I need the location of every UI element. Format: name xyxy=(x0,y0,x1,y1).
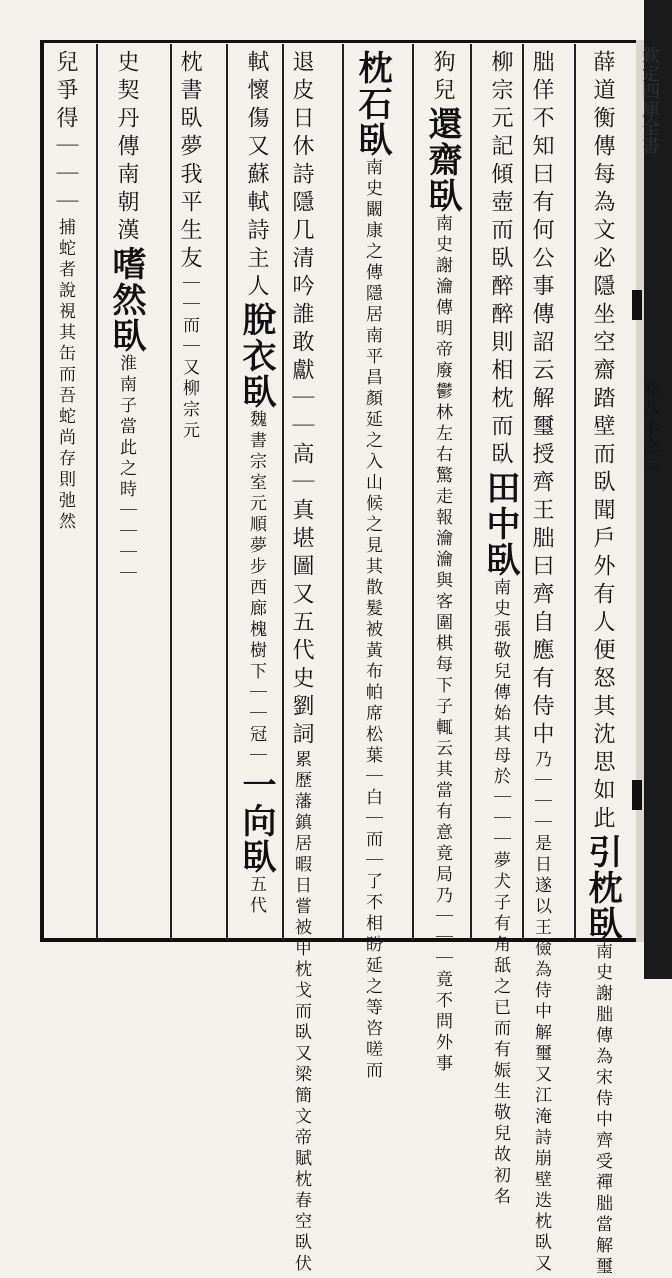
entry-heading: 脫衣臥 xyxy=(236,302,276,410)
body-text: 退皮日休詩隱几清吟誰敢獻｜｜高｜真堪圖又五代史劉詞 xyxy=(289,50,314,750)
margin-book-title: 欽定四庫全書 xyxy=(639,46,660,154)
entry-heading: 引枕臥 xyxy=(582,834,622,942)
annotation-text: 南史謝朏傳為宋侍中齊受禪朏當解璽 xyxy=(592,942,612,1278)
body-text: 薛道衡傳每為文必隱坐空齋踏壁 xyxy=(590,50,615,442)
column-rule xyxy=(96,44,98,939)
text-column-5 xyxy=(348,50,397,1082)
body-text: 史契丹傳南朝漢 xyxy=(114,50,139,246)
entry-heading: 嗜然臥 xyxy=(106,246,146,354)
body-text: 兒爭得｜｜｜ xyxy=(53,50,78,218)
entry-heading: 一向臥 xyxy=(236,767,276,875)
annotation-text: 魏書宗室元順夢步西廊槐樹下｜｜冠｜ xyxy=(246,410,266,767)
column-rule xyxy=(412,44,414,939)
body-text: 醉醉則相枕而臥 xyxy=(488,274,513,470)
body-text: 枕書臥夢我平生友 xyxy=(177,50,202,274)
column-rule xyxy=(282,44,284,939)
body-text: 狗兒 xyxy=(430,50,455,106)
annotation-text: 捕蛇者說視其缶而吾蛇尚存則弛然 xyxy=(55,218,75,533)
annotation-text: 南史張敬兒傳始其母於｜｜｜夢犬子有角舐之已而有娠生敬兒故初名 xyxy=(490,578,510,1208)
text-column-8 xyxy=(176,50,202,920)
entry-heading: 枕石臥 xyxy=(352,50,392,158)
text-column-2 xyxy=(528,50,554,1275)
text-column-3 xyxy=(476,50,525,1208)
annotation-text: 累歷藩鎮居暇日嘗被甲枕戈而臥又梁簡文帝賦枕春空臥伏 xyxy=(291,750,311,1275)
text-column-9 xyxy=(102,50,151,920)
annotation-text: ｜｜而｜又柳宗元 xyxy=(179,274,199,442)
column-rule xyxy=(470,44,472,939)
column-rule xyxy=(170,44,172,939)
text-column-10 xyxy=(52,50,78,920)
annotation-text: 淮南子當此之時｜｜｜｜ xyxy=(116,354,136,585)
text-column-7 xyxy=(232,50,281,920)
text-column-1 xyxy=(578,50,627,1278)
entry-heading: 還齋臥 xyxy=(422,106,462,214)
body-text: 柳宗元記傾壺而臥 xyxy=(488,50,513,274)
body-text: 而臥聞戶外有人便怒其沈思如此 xyxy=(590,442,615,834)
annotation-text: 五代 xyxy=(246,875,266,917)
entry-heading: 田中臥 xyxy=(480,470,520,578)
annotation-text: 南史謝瀹傳明帝廢鬱林左右驚走報瀹瀹與客圍棋每下子輒云其當有意竟局乃｜｜｜竟不問外事 xyxy=(432,214,452,1075)
annotation-text: 乃｜｜｜是日遂以王儉為侍中解璽又江淹詩崩壁迭枕臥又 xyxy=(531,750,551,1275)
column-rule xyxy=(226,44,228,939)
body-text: 軾懷傷又蘇軾詩主人 xyxy=(244,50,269,302)
text-column-6 xyxy=(288,50,314,1275)
body-text: 朏佯不知曰有何公事傳詔云解璽授齊王朏曰齊自應有侍中 xyxy=(529,50,554,750)
column-rule xyxy=(574,44,576,939)
text-column-4 xyxy=(418,50,467,1075)
annotation-text: 南史闞康之傳隱居南平昌顏延之入山候之見其散髮被黃布帕席松葉｜白｜而｜了不相盼延之等咨嗟而 xyxy=(362,158,382,1082)
margin-volume-label: 卷八十之二 xyxy=(641,380,660,475)
column-rule xyxy=(342,44,344,939)
